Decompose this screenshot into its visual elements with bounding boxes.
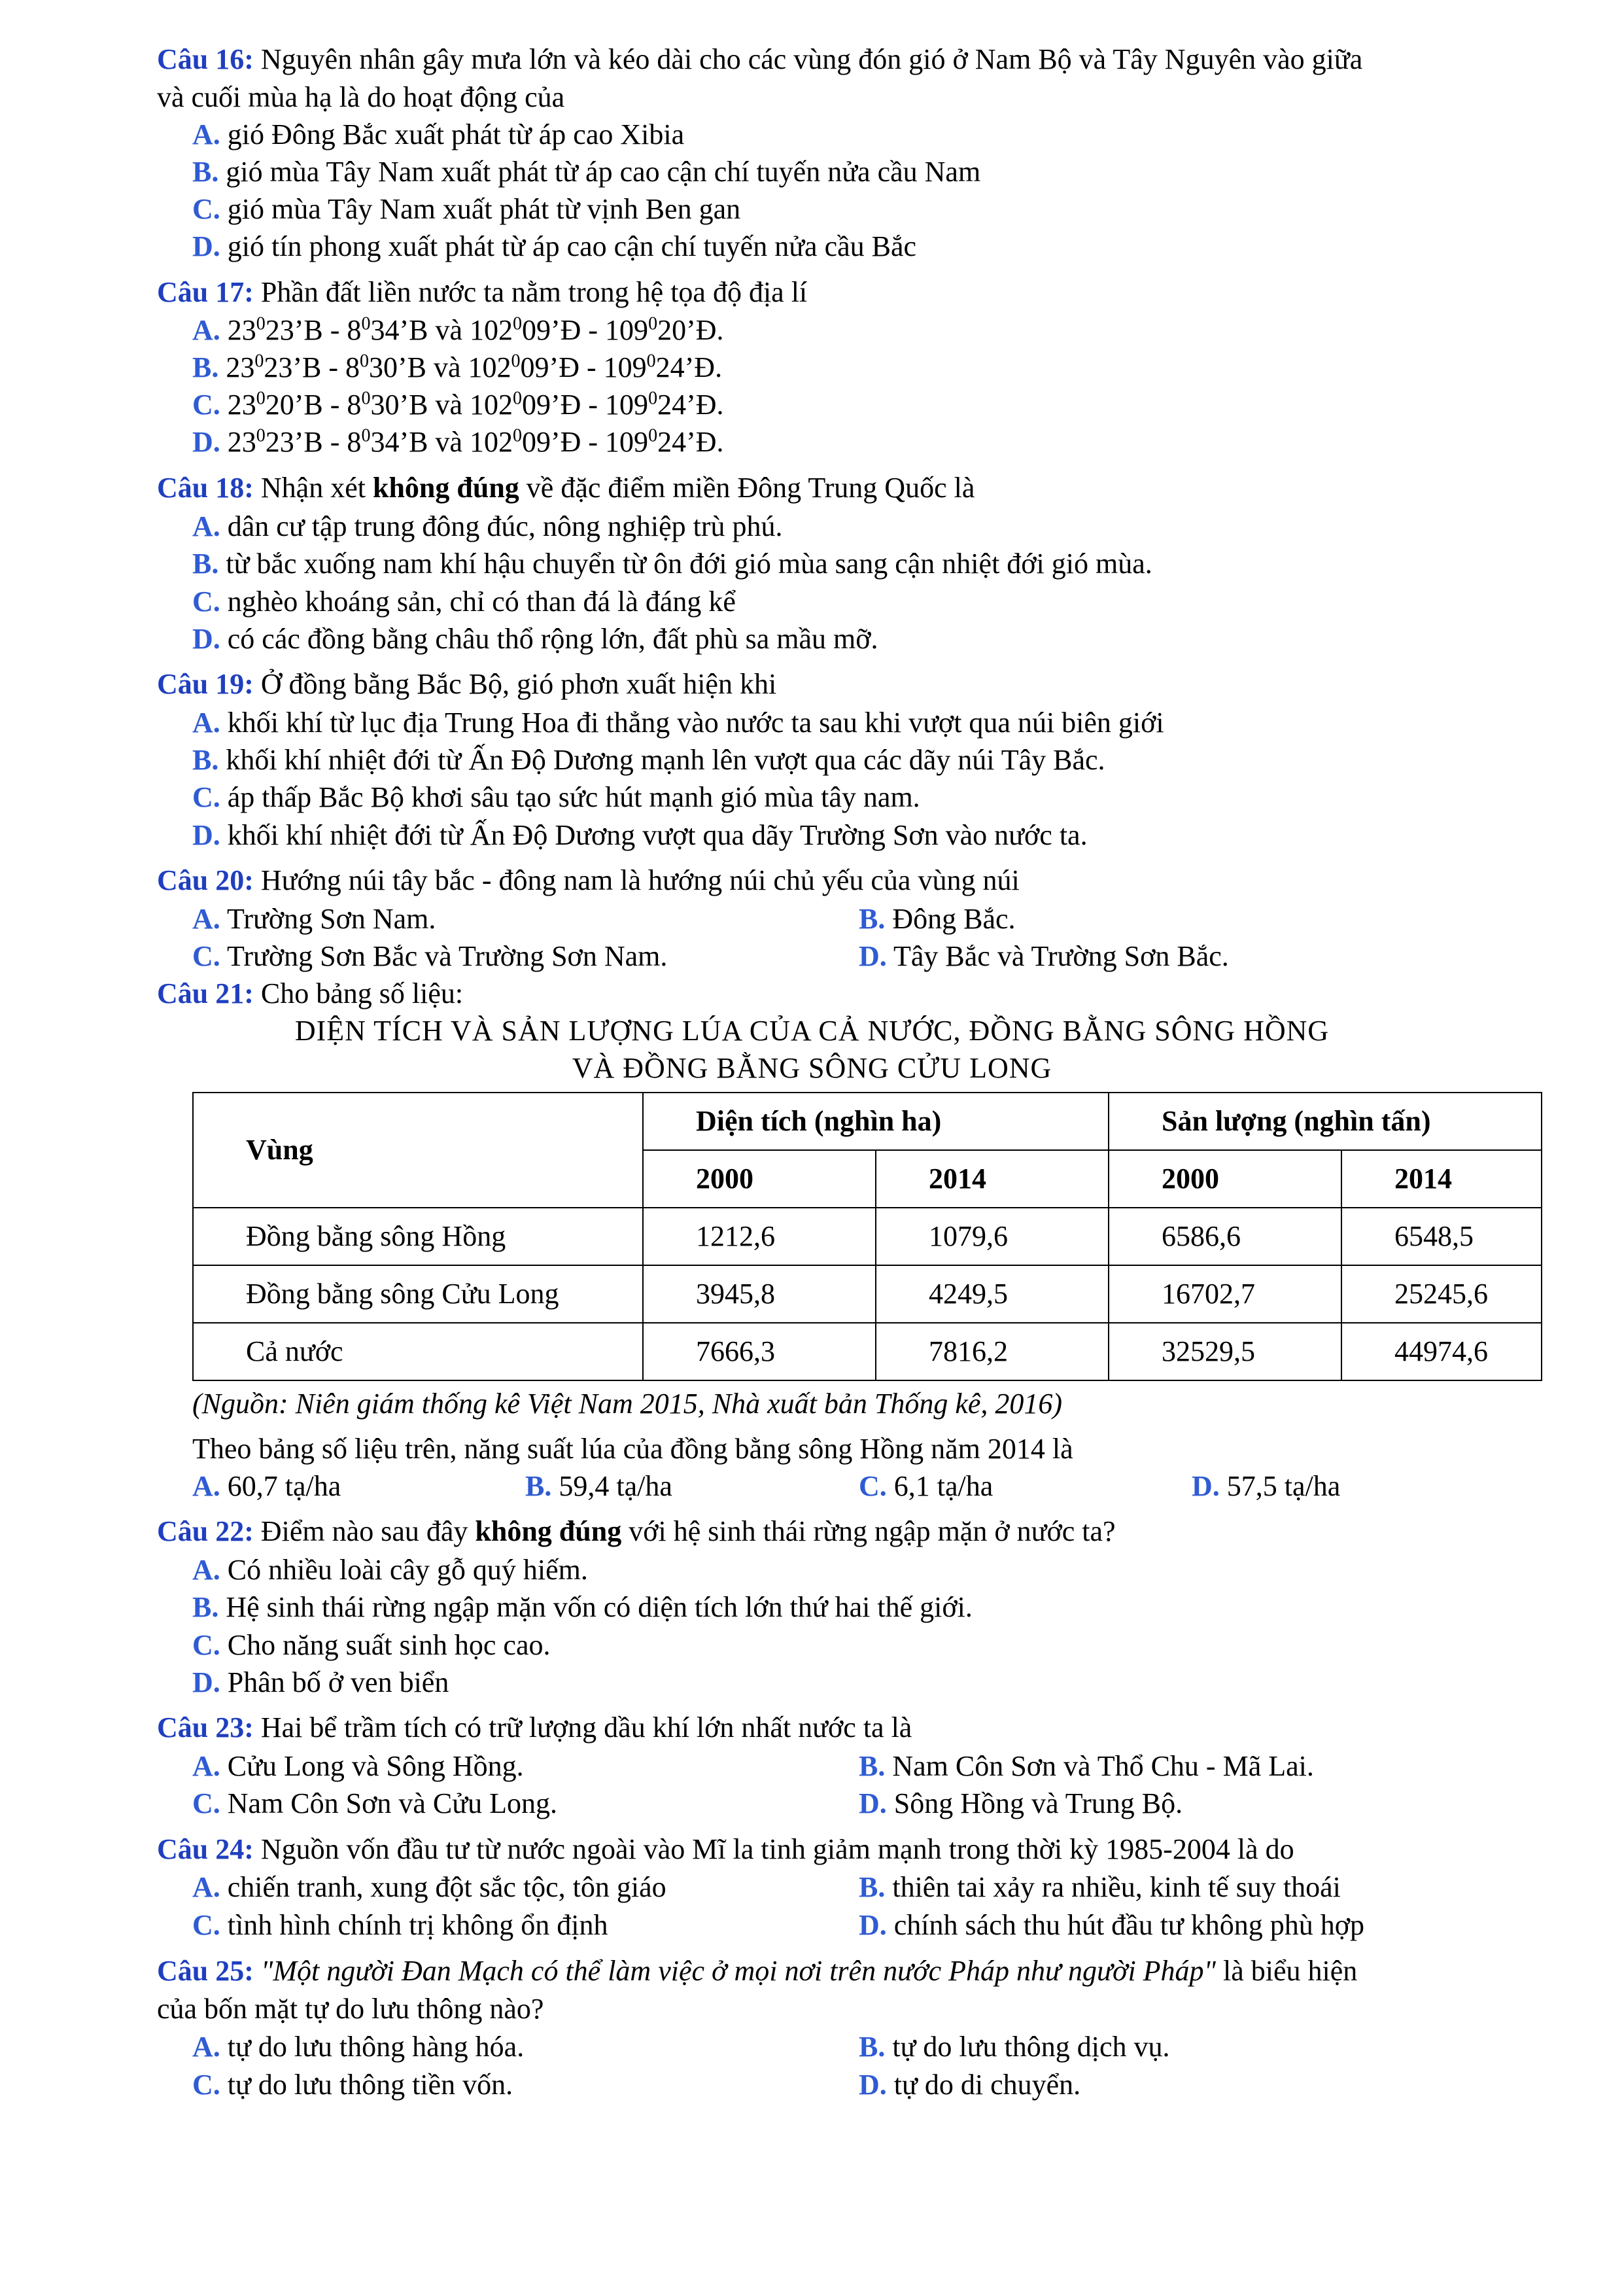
value-cell: 7816,2	[876, 1323, 1109, 1380]
value-cell: 7666,3	[643, 1323, 876, 1380]
table-header-row	[193, 1093, 1542, 1150]
question-24-stem: Câu 24: Nguồn vốn đầu tư từ nước ngoài vào Mĩ la tinh giảm mạnh trong thời kỳ 1985-2004 là do	[157, 1833, 1294, 1865]
q16-option-a[interactable]: A. gió Đông Bắc xuất phát từ áp cao Xibia	[192, 118, 685, 150]
q19-option-b[interactable]: B. khối khí nhiệt đới từ Ấn Độ Dương mạnh lên vượt qua các dãy núi Tây Bắc.	[192, 744, 1105, 776]
table-source: (Nguồn: Niên giám thống kê Việt Nam 2015, Nhà xuất bản Thống kê, 2016)	[192, 1388, 1063, 1420]
question-17-stem: Câu 17: Phần đất liền nước ta nằm trong hệ tọa độ địa lí	[157, 276, 808, 308]
q18-option-d[interactable]: D. có các đồng bằng châu thổ rộng lớn, đất phù sa mầu mỡ.	[192, 623, 878, 655]
q24-option-b[interactable]: B. thiên tai xảy ra nhiều, kinh tế suy thoái	[859, 1871, 1341, 1903]
q24-option-c[interactable]: C. tình hình chính trị không ổn định	[192, 1909, 608, 1941]
question-18-stem: Câu 18: Nhận xét không đúng về đặc điểm miền Đông Trung Quốc là	[157, 472, 975, 504]
q18-option-a[interactable]: A. dân cư tập trung đông đúc, nông nghiệp trù phú.	[192, 510, 783, 542]
value-cell: 32529,5	[1109, 1323, 1341, 1380]
q23-option-a[interactable]: A. Cửu Long và Sông Hồng.	[192, 1750, 524, 1782]
value-cell: 16702,7	[1109, 1265, 1341, 1323]
value-cell: 3945,8	[643, 1265, 876, 1323]
q23-option-c[interactable]: C. Nam Côn Sơn và Cửu Long.	[192, 1787, 557, 1819]
q19-option-c[interactable]: C. áp thấp Bắc Bộ khơi sâu tạo sức hút mạnh gió mùa tây nam.	[192, 781, 920, 813]
question-16-stem-cont: và cuối mùa hạ là do hoạt động của	[157, 81, 565, 113]
q20-option-d[interactable]: D. Tây Bắc và Trường Sơn Bắc.	[859, 940, 1229, 972]
value-cell: 6548,5	[1341, 1208, 1542, 1265]
question-20-stem: Câu 20: Hướng núi tây bắc - đông nam là hướng núi chủ yếu của vùng núi	[157, 864, 1020, 896]
table-row	[193, 1265, 1542, 1323]
q22-option-c[interactable]: C. Cho năng suất sinh học cao.	[192, 1629, 551, 1661]
table-title-line2: VÀ ĐỒNG BẰNG SÔNG CỬU LONG	[572, 1052, 1052, 1084]
q21-option-d[interactable]: D. 57,5 tạ/ha	[1192, 1470, 1341, 1502]
q18-option-b[interactable]: B. từ bắc xuống nam khí hậu chuyển từ ôn đới gió mùa sang cận nhiệt đới gió mùa.	[192, 548, 1152, 580]
q20-option-b[interactable]: B. Đông Bắc.	[859, 903, 1016, 935]
q20-option-c[interactable]: C. Trường Sơn Bắc và Trường Sơn Nam.	[192, 940, 668, 972]
question-21-prompt: Theo bảng số liệu trên, năng suất lúa của đồng bằng sông Hồng năm 2014 là	[192, 1433, 1073, 1465]
q16-option-b[interactable]: B. gió mùa Tây Nam xuất phát từ áp cao cận chí tuyến nửa cầu Nam	[192, 156, 981, 188]
year-header: 2000	[1109, 1150, 1341, 1208]
q19-option-a[interactable]: A. khối khí từ lục địa Trung Hoa đi thẳng vào nước ta sau khi vượt qua núi biên giới	[192, 707, 1164, 739]
q21-option-a[interactable]: A. 60,7 tạ/ha	[192, 1470, 341, 1502]
question-25-stem-cont: của bốn mặt tự do lưu thông nào?	[157, 1993, 544, 2025]
value-cell: 1079,6	[876, 1208, 1109, 1265]
q21-option-c[interactable]: C. 6,1 tạ/ha	[859, 1470, 993, 1502]
q25-option-b[interactable]: B. tự do lưu thông dịch vụ.	[859, 2031, 1170, 2063]
q25-option-c[interactable]: C. tự do lưu thông tiền vốn.	[192, 2069, 513, 2101]
header-region: Vùng	[193, 1093, 643, 1208]
header-area: Diện tích (nghìn ha)	[643, 1093, 1109, 1150]
q17-option-a[interactable]: A. $23^023’B$ - $8^034’B$ và $102^009’Đ$ - $109^020’Đ$.	[192, 313, 724, 346]
year-header: 2014	[1341, 1150, 1542, 1208]
table-row	[193, 1208, 1542, 1265]
q17-option-d[interactable]: D. $23^023’B$ - $8^034’B$ và $102^009’Đ$ - $109^024’Đ$.	[192, 425, 724, 458]
question-23-stem: Câu 23: Hai bể trầm tích có trữ lượng dầu khí lớn nhất nước ta là	[157, 1711, 912, 1743]
year-header: 2000	[643, 1150, 876, 1208]
q23-option-d[interactable]: D. Sông Hồng và Trung Bộ.	[859, 1787, 1183, 1819]
q25-option-a[interactable]: A. tự do lưu thông hàng hóa.	[192, 2031, 525, 2063]
q17-option-b[interactable]: B. $23^023’B$ - $8^030’B$ và $102^009’Đ$ - $109^024’Đ$.	[192, 351, 723, 383]
q24-option-a[interactable]: A. chiến tranh, xung đột sắc tộc, tôn giáo	[192, 1871, 666, 1903]
question-19-stem: Câu 19: Ở đồng bằng Bắc Bộ, gió phơn xuất hiện khi	[157, 668, 777, 700]
q20-option-a[interactable]: A. Trường Sơn Nam.	[192, 903, 436, 935]
region-cell: Đồng bằng sông Hồng	[193, 1208, 643, 1265]
q17-option-c[interactable]: C. $23^020’B$ - $8^030’B$ và $102^009’Đ$ - $109^024’Đ$.	[192, 388, 724, 421]
q22-option-a[interactable]: A. Có nhiều loài cây gỗ quý hiếm.	[192, 1554, 588, 1586]
q23-option-b[interactable]: B. Nam Côn Sơn và Thổ Chu - Mã Lai.	[859, 1750, 1314, 1782]
question-21-stem: Câu 21: Cho bảng số liệu:	[157, 977, 464, 1009]
table-title-line1: DIỆN TÍCH VÀ SẢN LƯỢNG LÚA CỦA CẢ NƯỚC, ĐỒNG BẰNG SÔNG HỒNG	[294, 1015, 1330, 1047]
value-cell: 4249,5	[876, 1265, 1109, 1323]
q22-option-d[interactable]: D. Phân bố ở ven biển	[192, 1666, 449, 1698]
rice-data-table	[192, 1092, 1542, 1381]
question-25-stem: Câu 25: "Một người Đan Mạch có thể làm việc ở mọi nơi trên nước Pháp như người Pháp" là biểu hiện	[157, 1955, 1358, 1987]
question-22-stem: Câu 22: Điểm nào sau đây không đúng với hệ sinh thái rừng ngập mặn ở nước ta?	[157, 1515, 1116, 1547]
value-cell: 1212,6	[643, 1208, 876, 1265]
value-cell: 44974,6	[1341, 1323, 1542, 1380]
q24-option-d[interactable]: D. chính sách thu hút đầu tư không phù hợp	[859, 1909, 1365, 1941]
q22-option-b[interactable]: B. Hệ sinh thái rừng ngập mặn vốn có diện tích lớn thứ hai thế giới.	[192, 1591, 973, 1623]
region-cell: Đồng bằng sông Cửu Long	[193, 1265, 643, 1323]
year-header: 2014	[876, 1150, 1109, 1208]
region-cell: Cả nước	[193, 1323, 643, 1380]
value-cell: 25245,6	[1341, 1265, 1542, 1323]
q16-option-d[interactable]: D. gió tín phong xuất phát từ áp cao cận chí tuyến nửa cầu Bắc	[192, 230, 917, 262]
q21-option-b[interactable]: B. 59,4 tạ/ha	[525, 1470, 672, 1502]
question-16-stem: Câu 16: Nguyên nhân gây mưa lớn và kéo dài cho các vùng đón gió ở Nam Bộ và Tây Nguyên vào giữa	[157, 43, 1363, 75]
q19-option-d[interactable]: D. khối khí nhiệt đới từ Ấn Độ Dương vượt qua dãy Trường Sơn vào nước ta.	[192, 819, 1088, 851]
table-row	[193, 1323, 1542, 1380]
header-output: Sản lượng (nghìn tấn)	[1109, 1093, 1542, 1150]
q16-option-c[interactable]: C. gió mùa Tây Nam xuất phát từ vịnh Ben gan	[192, 193, 741, 225]
q25-option-d[interactable]: D. tự do di chuyển.	[859, 2069, 1081, 2101]
q18-option-c[interactable]: C. nghèo khoáng sản, chỉ có than đá là đáng kể	[192, 586, 736, 618]
value-cell: 6586,6	[1109, 1208, 1341, 1265]
